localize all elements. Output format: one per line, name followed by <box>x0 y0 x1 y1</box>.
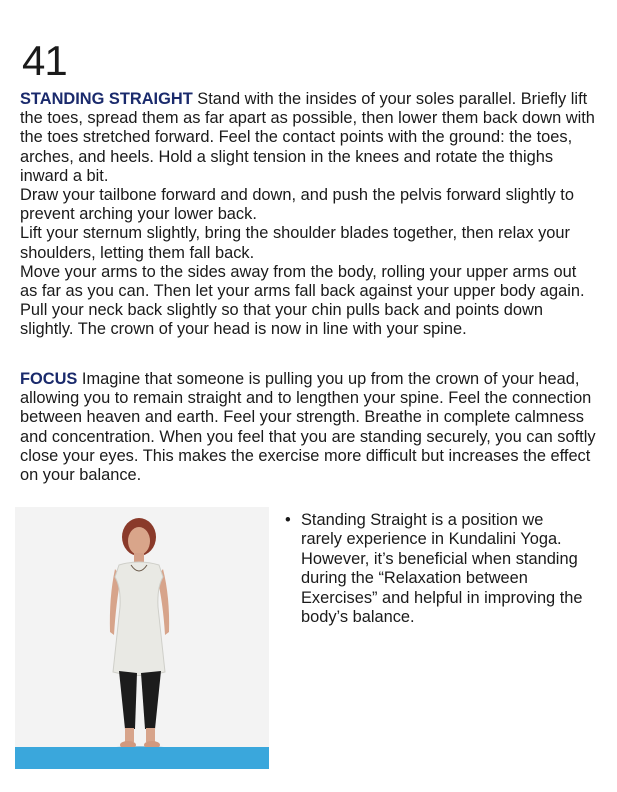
bullet-icon: • <box>285 511 291 529</box>
standing-paragraph-1 <box>20 90 598 186</box>
focus-section <box>20 370 598 485</box>
yoga-mat <box>15 747 269 769</box>
focus-text: Imagine that someone is pulling you up from the crown of your head, allowing you to remain straight and to lengthen your spine. Feel the connection between heaven and earth. Feel your strength. Breathe in complete calmness and concentration. When you feel that you are standing securely, you can softly close your eyes. This makes the exercise more difficult but increases the effect on your balance. <box>20 370 596 485</box>
side-note-text: Standing Straight is a position we rarely experience in Kundalini Yoga. However, it’s beneficial when standing during the “Relaxation between Exercises” and helpful in improving the body’s balance. <box>301 511 583 627</box>
side-note <box>285 511 585 627</box>
pose-photo <box>15 507 269 769</box>
woman-standing-figure <box>15 507 269 769</box>
standing-straight-section <box>20 90 598 340</box>
focus-paragraph <box>20 370 598 485</box>
focus-heading: FOCUS <box>20 370 78 388</box>
standing-paragraph-3: Lift your sternum slightly, bring the shoulder blades together, then relax your shoulders, letting them fall back. <box>20 224 570 262</box>
standing-text-1: Stand with the insides of your soles parallel. Briefly lift the toes, spread them as far apart as possible, then lower them back down with the toes stretched forward. Feel the contact points with the ground: the toes, arches, and heels. Hold a slight tension in the knees and rotate the thighs inward a bit. <box>20 90 595 185</box>
standing-paragraph-4: Move your arms to the sides away from the body, rolling your upper arms out as far as you can. Then let your arms fall back against your upper body again. Pull your neck back slightly so that your chin pulls back and points down slightly. The crown of your head is now in line with your spine. <box>20 262 585 339</box>
page-number: 41 <box>22 37 67 84</box>
standing-paragraph-2: Draw your tailbone forward and down, and push the pelvis forward slightly to prevent arching your lower back. <box>20 186 574 224</box>
standing-straight-heading: STANDING STRAIGHT <box>20 90 193 108</box>
